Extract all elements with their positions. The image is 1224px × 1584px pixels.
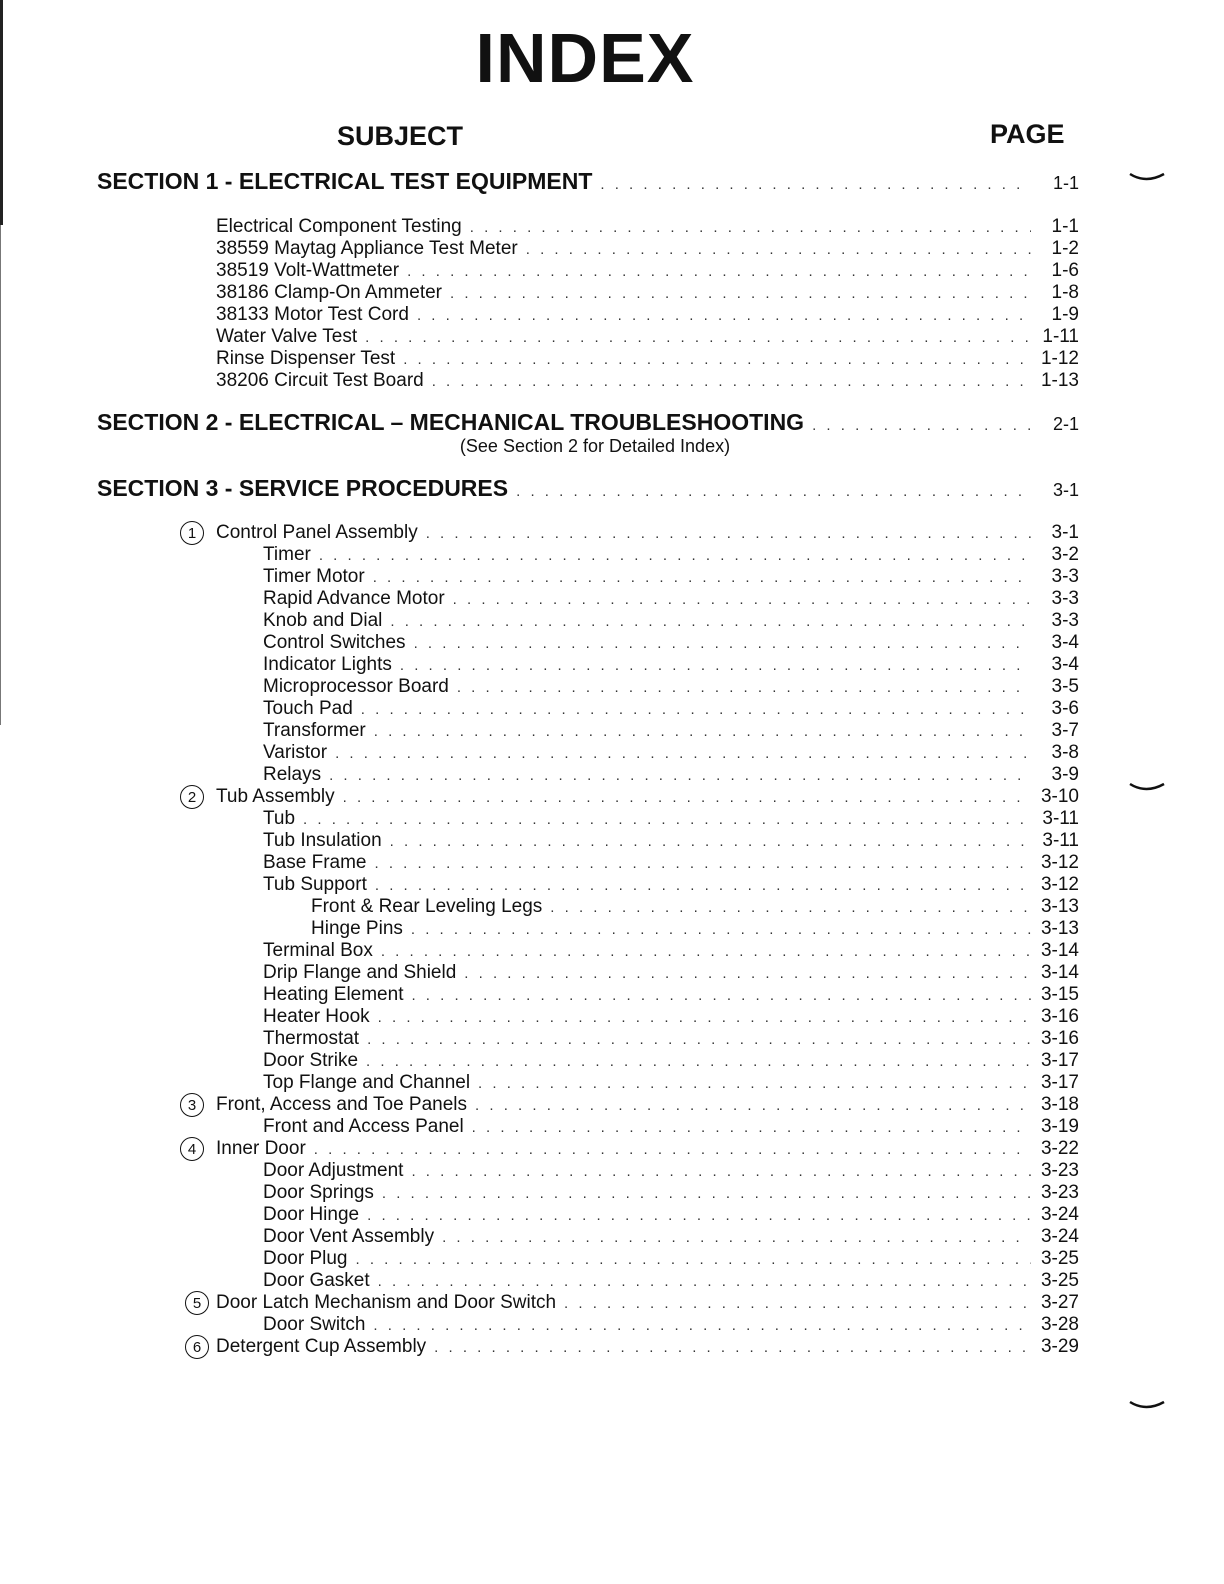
list-item[interactable] <box>216 326 1079 348</box>
list-item[interactable] <box>263 1006 1079 1028</box>
dot-leader <box>378 1273 1031 1290</box>
item-label: Door Switch <box>263 1314 366 1335</box>
list-item[interactable] <box>263 830 1079 852</box>
dot-leader <box>367 1207 1031 1224</box>
item-label: Door Gasket <box>263 1270 370 1291</box>
list-item[interactable] <box>263 654 1079 676</box>
dot-leader <box>600 176 1031 193</box>
dot-leader <box>417 307 1031 324</box>
dot-leader <box>457 679 1031 696</box>
group-page: 3-18 <box>1040 1094 1079 1115</box>
dot-leader <box>526 241 1031 258</box>
item-page: 3-23 <box>1040 1160 1079 1181</box>
item-page: 3-16 <box>1040 1006 1079 1027</box>
item-label: 38206 Circuit Test Board <box>216 370 424 391</box>
dot-leader <box>403 351 1031 368</box>
dot-leader <box>329 767 1031 784</box>
dot-leader <box>432 373 1031 390</box>
scan-edge <box>0 225 1 725</box>
dot-leader <box>516 483 1031 500</box>
item-page: 3-14 <box>1040 940 1079 961</box>
item-page: 3-12 <box>1040 874 1079 895</box>
item-label: Heating Element <box>263 984 404 1005</box>
dot-leader <box>374 855 1031 872</box>
dot-leader <box>550 899 1031 916</box>
list-item[interactable] <box>311 896 1079 918</box>
dot-leader <box>314 1141 1031 1158</box>
dot-leader <box>411 921 1031 938</box>
item-page: 3-2 <box>1051 544 1079 565</box>
item-page: 3-7 <box>1051 720 1079 741</box>
list-item[interactable] <box>263 808 1079 830</box>
item-label: Timer Motor <box>263 566 365 587</box>
item-label: Base Frame <box>263 852 367 873</box>
list-item[interactable] <box>216 260 1079 282</box>
list-item[interactable] <box>216 282 1079 304</box>
page-column-header: PAGE <box>990 119 1065 149</box>
list-item[interactable] <box>263 1072 1079 1094</box>
list-item[interactable] <box>216 370 1079 392</box>
circled-number: 1 <box>180 521 204 545</box>
list-item[interactable] <box>263 1050 1079 1072</box>
item-page: 1-11 <box>1042 326 1079 347</box>
list-item[interactable] <box>263 610 1079 632</box>
list-item[interactable] <box>263 1204 1079 1226</box>
circled-number: 5 <box>185 1291 209 1315</box>
item-label: Electrical Component Testing <box>216 216 462 237</box>
dot-leader <box>475 1097 1031 1114</box>
item-label: Tub <box>263 808 296 829</box>
list-item[interactable] <box>216 304 1079 326</box>
list-item[interactable] <box>263 1270 1079 1292</box>
section-2-row[interactable] <box>97 409 1079 436</box>
item-label: Front and Access Panel <box>263 1116 464 1137</box>
list-item[interactable] <box>263 962 1079 984</box>
dot-leader <box>382 1185 1031 1202</box>
item-page: 1-12 <box>1040 348 1079 369</box>
list-item[interactable] <box>263 588 1079 610</box>
dot-leader <box>464 965 1031 982</box>
item-page: 1-1 <box>1051 216 1079 237</box>
item-label: 38519 Volt-Wattmeter <box>216 260 400 281</box>
item-page: 3-12 <box>1040 852 1079 873</box>
dot-leader <box>450 285 1031 302</box>
group-label: Front, Access and Toe Panels <box>216 1094 468 1115</box>
item-page: 3-4 <box>1051 632 1079 653</box>
dot-leader <box>378 1009 1031 1026</box>
item-page: 3-14 <box>1040 962 1079 983</box>
list-item[interactable] <box>216 216 1079 238</box>
item-page: 3-13 <box>1040 896 1079 917</box>
item-page: 3-25 <box>1040 1248 1079 1269</box>
group-row[interactable] <box>216 1292 1079 1314</box>
item-page: 3-6 <box>1051 698 1079 719</box>
item-label: Heater Hook <box>263 1006 370 1027</box>
item-page: 3-19 <box>1040 1116 1079 1137</box>
item-page: 1-9 <box>1051 304 1079 325</box>
dot-leader <box>812 417 1031 434</box>
group-page: 3-27 <box>1040 1292 1079 1313</box>
dot-leader <box>366 1053 1031 1070</box>
section-3-row[interactable] <box>97 475 1079 502</box>
item-page: 3-3 <box>1051 588 1079 609</box>
group-label: Inner Door <box>216 1138 306 1159</box>
dot-leader <box>319 547 1031 564</box>
item-label: Front & Rear Leveling Legs <box>311 896 543 917</box>
item-page: 3-28 <box>1040 1314 1079 1335</box>
binder-mark-icon <box>1128 168 1168 190</box>
dot-leader <box>411 1163 1031 1180</box>
circled-number: 2 <box>180 785 204 809</box>
list-item[interactable] <box>263 1028 1079 1050</box>
dot-leader <box>390 833 1031 850</box>
item-label: Tub Insulation <box>263 830 382 851</box>
item-label: Top Flange and Channel <box>263 1072 471 1093</box>
item-page: 3-25 <box>1040 1270 1079 1291</box>
item-page: 3-4 <box>1051 654 1079 675</box>
item-page: 3-16 <box>1040 1028 1079 1049</box>
list-item[interactable] <box>311 918 1079 940</box>
section-1-row[interactable] <box>97 168 1079 195</box>
item-label: 38559 Maytag Appliance Test Meter <box>216 238 518 259</box>
item-page: 1-8 <box>1051 282 1079 303</box>
group-page: 3-1 <box>1051 522 1079 543</box>
item-page: 3-24 <box>1040 1204 1079 1225</box>
item-label: Hinge Pins <box>311 918 403 939</box>
dot-leader <box>414 635 1031 652</box>
item-label: Terminal Box <box>263 940 373 961</box>
dot-leader <box>373 1317 1031 1334</box>
dot-leader <box>381 943 1031 960</box>
item-page: 3-13 <box>1040 918 1079 939</box>
item-label: Water Valve Test <box>216 326 358 347</box>
dot-leader <box>361 701 1031 718</box>
group-row[interactable] <box>216 522 1079 544</box>
section-page: 1-1 <box>1052 173 1079 193</box>
list-item[interactable] <box>263 632 1079 654</box>
group-label: Detergent Cup Assembly <box>216 1336 427 1357</box>
item-label: Touch Pad <box>263 698 353 719</box>
list-item[interactable] <box>263 852 1079 874</box>
item-page: 3-17 <box>1040 1072 1079 1093</box>
item-label: Door Adjustment <box>263 1160 404 1181</box>
list-item[interactable] <box>263 984 1079 1006</box>
binder-mark-icon <box>1128 778 1168 800</box>
item-page: 3-9 <box>1051 764 1079 785</box>
item-page: 1-6 <box>1051 260 1079 281</box>
section-label: SECTION 1 - ELECTRICAL TEST EQUIPMENT <box>97 168 593 194</box>
dot-leader <box>303 811 1031 828</box>
item-label: Rinse Dispenser Test <box>216 348 396 369</box>
dot-leader <box>390 613 1031 630</box>
item-page: 3-5 <box>1051 676 1079 697</box>
list-item[interactable] <box>263 940 1079 962</box>
item-page: 3-11 <box>1042 830 1079 851</box>
dot-leader <box>426 525 1031 542</box>
list-item[interactable] <box>263 1226 1079 1248</box>
group-row[interactable] <box>216 786 1079 808</box>
item-page: 3-8 <box>1051 742 1079 763</box>
group-row[interactable] <box>216 1094 1079 1116</box>
item-label: Knob and Dial <box>263 610 383 631</box>
item-label: 38133 Motor Test Cord <box>216 304 409 325</box>
page-title: INDEX <box>475 19 695 97</box>
circled-number: 3 <box>180 1093 204 1117</box>
list-item[interactable] <box>263 720 1079 742</box>
item-label: Timer <box>263 544 311 565</box>
item-label: Door Springs <box>263 1182 374 1203</box>
list-item[interactable] <box>263 742 1079 764</box>
item-label: Door Hinge <box>263 1204 360 1225</box>
dot-leader <box>400 657 1031 674</box>
dot-leader <box>375 877 1031 894</box>
item-page: 3-15 <box>1040 984 1079 1005</box>
circled-number: 4 <box>180 1137 204 1161</box>
list-item[interactable] <box>263 566 1079 588</box>
item-label: Microprocessor Board <box>263 676 449 697</box>
dot-leader <box>564 1295 1031 1312</box>
item-label: Indicator Lights <box>263 654 392 675</box>
dot-leader <box>373 569 1031 586</box>
item-page: 3-17 <box>1040 1050 1079 1071</box>
item-page: 1-2 <box>1051 238 1079 259</box>
item-label: Control Switches <box>263 632 406 653</box>
binder-mark-icon <box>1128 1396 1168 1418</box>
list-item[interactable] <box>263 544 1079 566</box>
dot-leader <box>472 1119 1031 1136</box>
item-page: 3-11 <box>1042 808 1079 829</box>
list-item[interactable] <box>263 1182 1079 1204</box>
group-page: 3-29 <box>1040 1336 1079 1357</box>
item-label: Transformer <box>263 720 366 741</box>
item-page: 3-23 <box>1040 1182 1079 1203</box>
item-page: 1-13 <box>1040 370 1079 391</box>
dot-leader <box>470 219 1031 236</box>
dot-leader <box>335 745 1031 762</box>
item-label: Varistor <box>263 742 328 763</box>
item-label: Drip Flange and Shield <box>263 962 457 983</box>
dot-leader <box>453 591 1031 608</box>
dot-leader <box>365 329 1031 346</box>
list-item[interactable] <box>263 1160 1079 1182</box>
group-label: Control Panel Assembly <box>216 522 418 543</box>
dot-leader <box>343 789 1031 806</box>
list-item[interactable] <box>263 1116 1079 1138</box>
list-item[interactable] <box>263 698 1079 720</box>
subject-column-header: SUBJECT <box>337 121 464 151</box>
list-item[interactable] <box>263 676 1079 698</box>
section-2-note: (See Section 2 for Detailed Index) <box>459 436 731 456</box>
item-page: 3-24 <box>1040 1226 1079 1247</box>
item-label: Door Vent Assembly <box>263 1226 435 1247</box>
group-page: 3-10 <box>1040 786 1079 807</box>
section-label: SECTION 3 - SERVICE PROCEDURES <box>97 475 509 501</box>
list-item[interactable] <box>263 764 1079 786</box>
list-item[interactable] <box>263 874 1079 896</box>
item-label: Tub Support <box>263 874 367 895</box>
group-row[interactable] <box>216 1336 1079 1358</box>
dot-leader <box>407 263 1031 280</box>
group-page: 3-22 <box>1040 1138 1079 1159</box>
item-label: Thermostat <box>263 1028 360 1049</box>
dot-leader <box>411 987 1031 1004</box>
item-label: Rapid Advance Motor <box>263 588 445 609</box>
list-item[interactable] <box>216 238 1079 260</box>
section-label: SECTION 2 - ELECTRICAL – MECHANICAL TROUBLESHOOTING <box>97 409 805 435</box>
dot-leader <box>356 1251 1032 1268</box>
section-page: 3-1 <box>1052 480 1079 500</box>
section-page: 2-1 <box>1052 414 1079 434</box>
group-row[interactable] <box>216 1138 1079 1160</box>
dot-leader <box>478 1075 1031 1092</box>
group-label: Door Latch Mechanism and Door Switch <box>216 1292 557 1313</box>
item-page: 3-3 <box>1051 610 1079 631</box>
dot-leader <box>367 1031 1031 1048</box>
circled-number: 6 <box>185 1335 209 1359</box>
item-page: 3-3 <box>1051 566 1079 587</box>
list-item[interactable] <box>263 1248 1079 1270</box>
dot-leader <box>434 1339 1031 1356</box>
dot-leader <box>374 723 1031 740</box>
dot-leader <box>442 1229 1031 1246</box>
item-label: Relays <box>263 764 322 785</box>
list-item[interactable] <box>216 348 1079 370</box>
item-label: 38186 Clamp-On Ammeter <box>216 282 442 303</box>
item-label: Door Plug <box>263 1248 348 1269</box>
list-item[interactable] <box>263 1314 1079 1336</box>
item-label: Door Strike <box>263 1050 359 1071</box>
group-label: Tub Assembly <box>216 786 335 807</box>
